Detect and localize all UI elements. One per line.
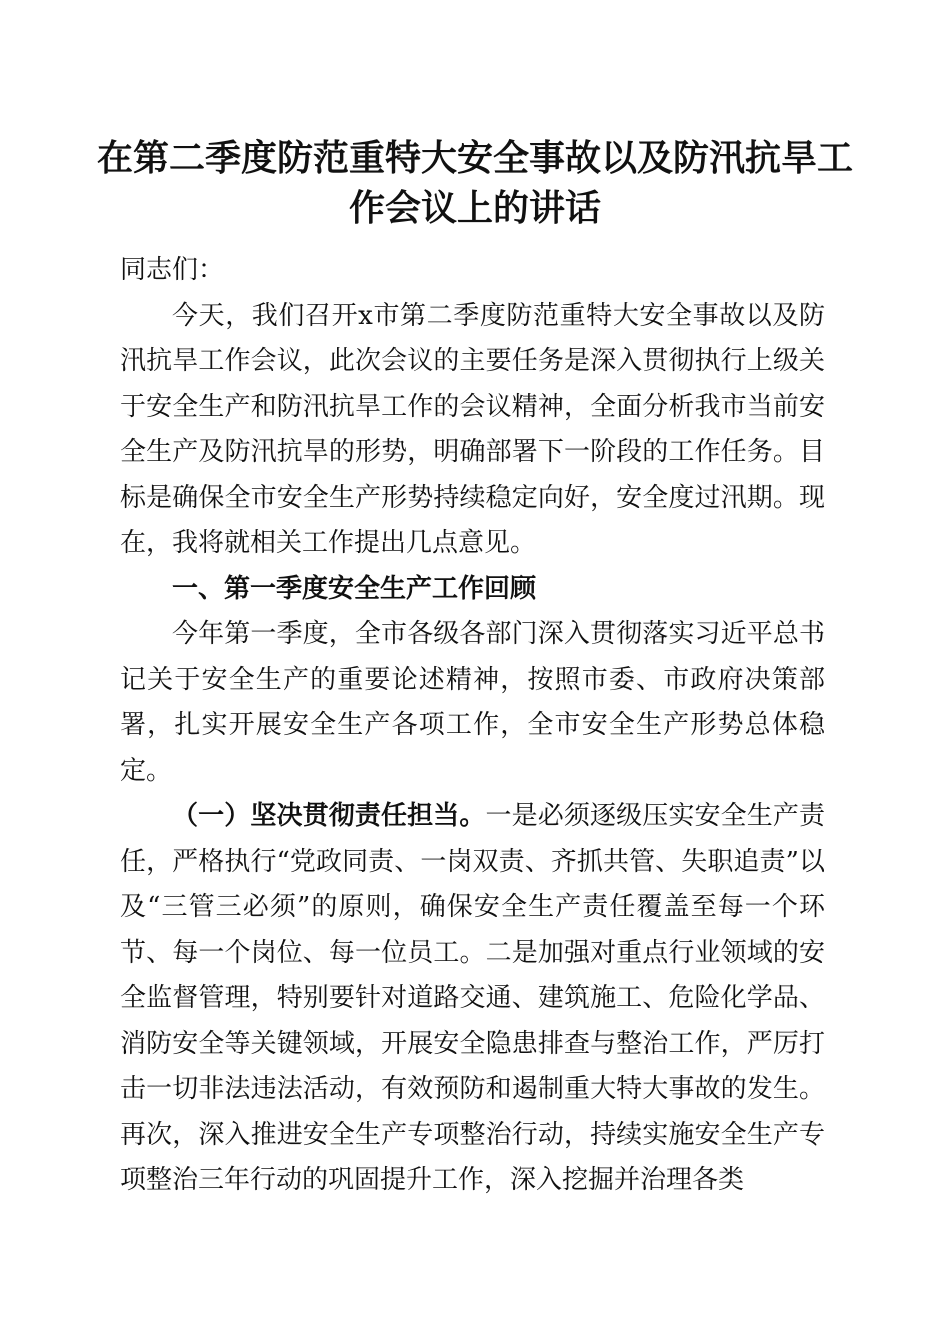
section-heading-1: 一、第一季度安全生产工作回顾 <box>172 573 537 604</box>
subsection-heading-1: （一）坚决贯彻责任担当。 <box>172 801 486 831</box>
subsection-1-paragraph <box>120 794 825 1204</box>
document-title: 在第二季度防范重特大安全事故以及防汛抗旱工作会议上的讲话 <box>96 137 853 229</box>
intro-paragraph: 今天，我们召开x市第二季度防范重特大安全事故以及防汛抗旱工作会议，此次会议的主要任务是深入贯彻执行上级关于安全生产和防汛抗旱工作的会议精神，全面分析我市当前安全生产及防汛抗旱的形势，明确部署下一阶段的工作任务。目标是确保全市安全生产形势持续稳定向好，安全度过汛期。现在，我将就相关工作提出几点意见。 <box>120 300 825 558</box>
document-body <box>120 248 825 1204</box>
salutation: 同志们： <box>120 255 225 285</box>
section-1-paragraph: 今年第一季度，全市各级各部门深入贯彻落实习近平总书记关于安全生产的重要论述精神，按照市委、市政府决策部署，扎实开展安全生产各项工作，全市安全生产形势总体稳定。 <box>120 619 825 786</box>
subsection-1-body: 一是必须逐级压实安全生产责任，严格执行“党政同责、一岗双责、齐抓共管、失职追责”以及“三管三必须”的原则，确保安全生产责任覆盖至每一个环节、每一个岗位、每一位员工。二是加强对重点行业领域的安全监督管理，特别要针对道路交通、建筑施工、危险化学品、消防安全等关键领域，开展安全隐患排查与整治工作，严厉打击一切非法违法活动，有效预防和遏制重大特大事故的发生。再次，深入推进安全生产专项整治行动，持续实施安全生产专项整治三年行动的巩固提升工作，深入挖掘并治理各类 <box>120 801 825 1195</box>
